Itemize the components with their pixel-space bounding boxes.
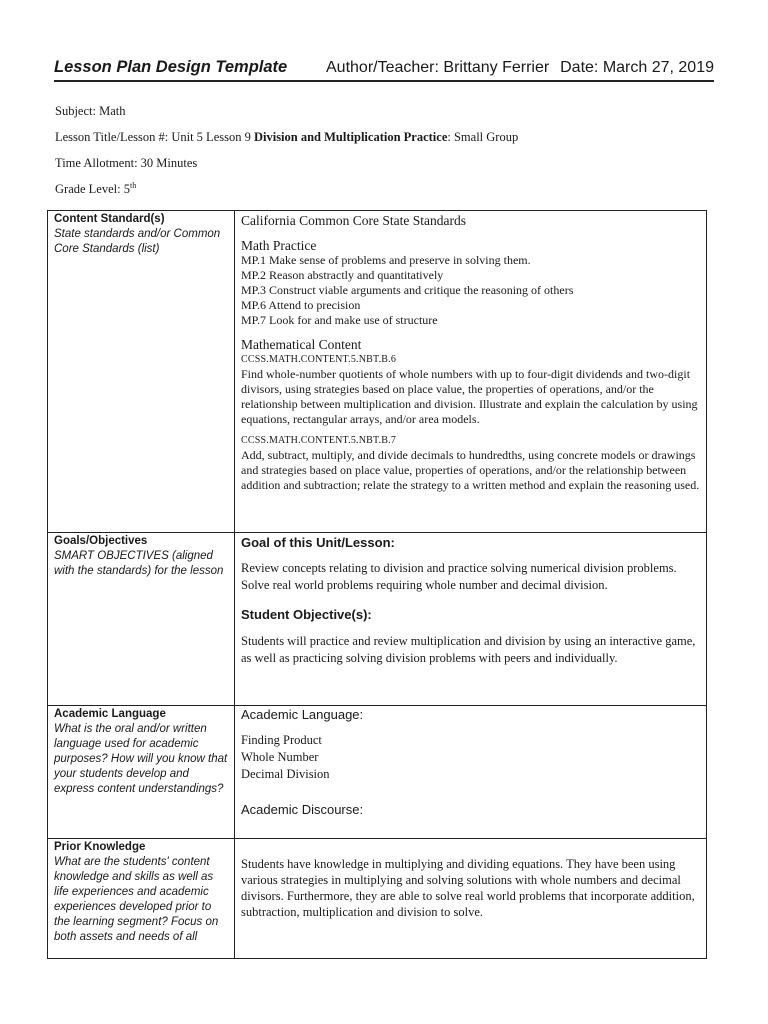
goal-text: Review concepts relating to division and practice solving numerical division problems. [241,561,677,575]
academic-discourse-heading: Academic Discourse: [241,802,364,817]
practice-item: MP.1 Make sense of problems and preserve in solving them. [241,253,531,267]
document-title: Lesson Plan Design Template [54,58,288,76]
document-header [54,56,714,82]
row-label-title: Goals/Objectives [54,535,148,547]
student-objective-heading: Student Objective(s): [241,607,372,622]
academic-term: Finding Product [241,733,322,747]
row-label-title: Academic Language [54,708,166,720]
subject-line: Subject: Math [55,104,126,118]
row-content-cell [235,839,707,959]
math-content-heading: Mathematical Content [241,337,362,352]
lesson-title-line [55,130,518,145]
lesson-plan-table [47,210,707,959]
date-label: Date: March 27, 2019 [560,59,714,76]
standards-heading: California Common Core State Standards [241,213,466,228]
student-objective-text: Students will practice and review multiplication and division by using an interactive game, as well as practicing solving division problems with peers and individually. [241,634,696,665]
grade-level-line [55,181,136,197]
author-label: Author/Teacher: Brittany Ferrier [326,59,550,76]
row-label-description: What is the oral and/or written language used for academic purposes? How will you know that your students develop and express content understandings? [54,723,228,795]
row-label-cell [48,706,235,839]
row-label-description: What are the students' content knowledge and skills as well as life experiences and academic experiences developed prior to the learning segment? Focus on both assets and needs of all [54,856,219,943]
row-prior-knowledge [48,839,707,959]
row-content-standards [48,211,707,533]
goal-text: Solve real world problems requiring whole number and decimal division. [241,578,608,592]
grade-level-text: Grade Level: 5 [55,182,130,197]
row-label-cell [48,211,235,533]
lesson-title-prefix: Lesson Title/Lesson #: Unit 5 Lesson 9 [55,130,254,144]
standard-code: CCSS.MATH.CONTENT.5.NBT.B.6 [241,354,397,365]
math-practice-heading: Math Practice [241,238,317,253]
row-label-title: Prior Knowledge [54,841,146,853]
lesson-title-suffix: : Small Group [447,130,519,144]
goal-heading: Goal of this Unit/Lesson: [241,535,395,550]
academic-term: Whole Number [241,750,319,764]
row-label-title: Content Standard(s) [54,213,165,225]
row-goals-objectives [48,533,707,706]
standard-description: Find whole-number quotients of whole numbers with up to four-digit dividends and two-digit divisors, using strategies based on place value, the properties of operations, and/or the relationship between multiplication and division. Illustrate and explain the calculation by using equations, rectangular arrays, and/or area models. [241,367,698,426]
row-content-cell [235,211,707,533]
grade-level-sup: th [129,181,137,190]
row-label-cell [48,533,235,706]
prior-knowledge-text: Students have knowledge in multiplying and dividing equations. They have been using various strategies in multiplying and solving solutions with whole numbers and decimal divisors. Furthermore, they are able to solve real world problems that incorporate addition, subtraction, multiplication and division to solve. [241,857,695,919]
practice-item: MP.2 Reason abstractly and quantitatively [241,268,444,282]
standard-code: CCSS.MATH.CONTENT.5.NBT.B.7 [241,435,397,446]
academic-term: Decimal Division [241,767,330,781]
row-label-description: State standards and/or Common Core Standards (list) [54,228,221,255]
practice-item: MP.3 Construct viable arguments and critique the reasoning of others [241,283,574,297]
practice-item: MP.6 Attend to precision [241,298,361,312]
row-academic-language [48,706,707,839]
academic-language-heading: Academic Language: [241,707,364,722]
time-allotment-line: Time Allotment: 30 Minutes [55,156,198,170]
lesson-title-bold: Division and Multiplication Practice [253,130,448,144]
standard-description: Add, subtract, multiply, and divide decimals to hundredths, using concrete models or drawings and strategies based on place value, properties of operations, and/or the relationship between addition and subtraction; relate the strategy to a written method and explain the reasoning used. [241,448,700,492]
row-label-cell [48,839,235,959]
row-content-cell [235,706,707,839]
practice-item: MP.7 Look for and make use of structure [241,313,438,327]
row-label-description: SMART OBJECTIVES (aligned with the standards) for the lesson [54,550,224,577]
row-content-cell [235,533,707,706]
